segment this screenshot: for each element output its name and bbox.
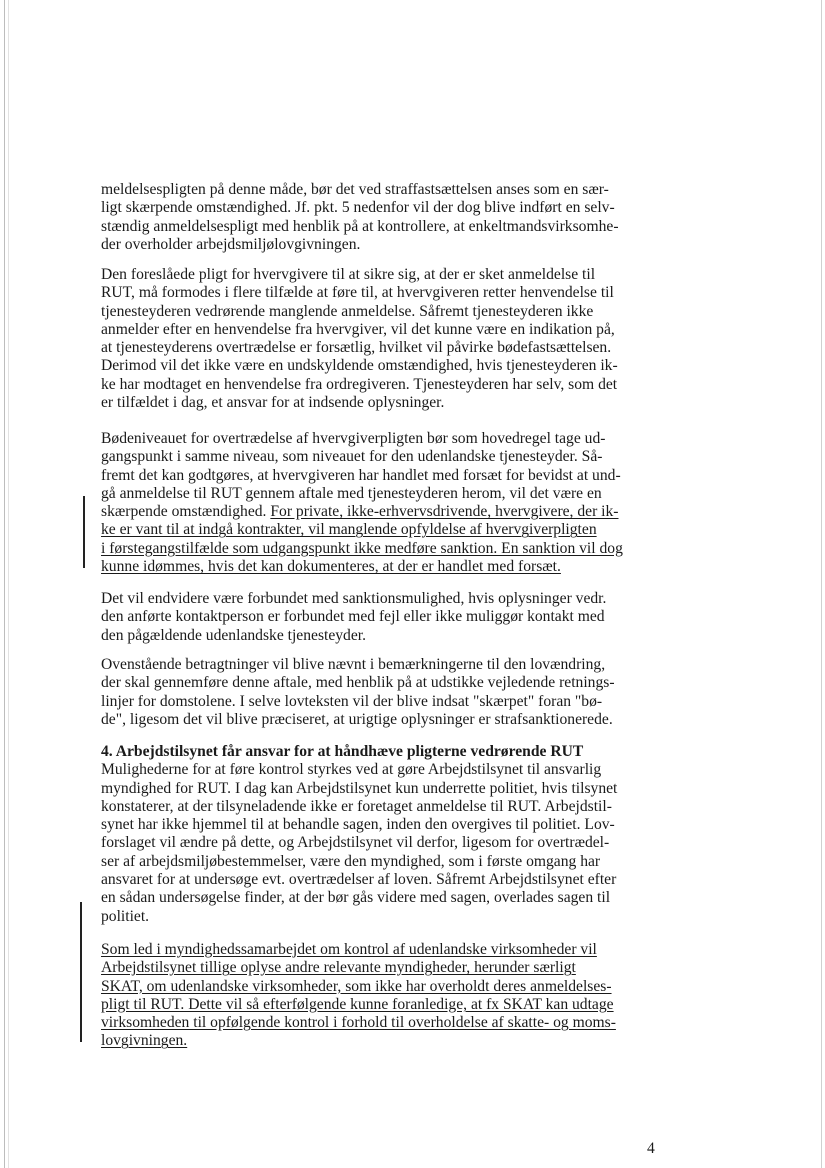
underlined-text-line: virksomheden til opfølgende kontrol i forhold til overholdelse af skatte- og moms- [101,1014,616,1032]
scan-edge-left [4,0,5,1168]
paragraph [101,430,621,576]
text-line: gå anmeldelse til RUT gennem aftale med tjenesteyderen herom, vil det være en [101,484,602,502]
text-line: linjer for domstolene. I selve lovteksten vil der blive indsat "skærpet" foran "bø- [101,692,603,710]
paragraph [101,181,621,254]
text-line: de", ligesom det vil blive præciseret, at urigtige oplysninger er strafsanktionerede. [101,710,613,728]
text-line: politiet. [101,907,150,925]
section-4 [101,743,621,926]
paragraph [101,590,621,645]
text-line: tjenesteyderen vedrørende manglende anmeldelse. Såfremt tjenesteyderen ikke [101,302,594,320]
underlined-text-line: lovgivningen. [101,1032,188,1050]
page-number: 4 [647,1140,655,1157]
paragraph [101,656,621,729]
text-line: anmelder efter en henvendelse fra hvervgiver, vil det kunne være en indikation på, [101,320,615,338]
text-segment: skærpende omstændighed. [101,503,271,521]
text-line: der skal gennemføre denne aftale, med henblik på at udstikke vejledende retnings- [101,674,615,692]
scan-edge-shadow [8,0,9,1168]
text-line: Mulighederne for at føre kontrol styrkes ved at gøre Arbejdstilsynet til ansvarlig [101,761,602,779]
underlined-text-line: Arbejdstilsynet tillige oplyse andre relevante myndigheder, herunder særligt [101,959,576,977]
text-line: Det vil endvidere være forbundet med sanktionsmulighed, hvis oplysninger vedr. [101,590,607,607]
text-line: konstaterer, at der tilsyneladende ikke er foretaget anmeldelse til RUT. Arbejdstil- [101,797,612,815]
underlined-text-line: SKAT, om udenlandske virksomheder, som ikke har overholdt deres anmeldelses- [101,977,612,995]
section-heading: 4. Arbejdstilsynet får ansvar for at håndhæve pligterne vedrørende RUT [101,743,584,760]
text-line: Den foreslåede pligt for hvervgivere til at sikre sig, at der er sket anmeldelse til [101,266,596,283]
text-line: Bødeniveauet for overtrædelse af hvervgiverpligten bør som hovedregel tage ud- [101,430,606,447]
text-line: forslaget vil ændre på dette, og Arbejdstilsynet vil derfor, ligesom for overtrædel- [101,834,610,852]
text-line: ke har modtaget en henvendelse fra ordregiveren. Tjenesteyderen har selv, som det [101,375,618,393]
text-line: der overholder arbejdsmiljølovgivningen. [101,235,361,253]
text-line-mixed [101,503,621,521]
underlined-text-segment: For private, ikke-erhvervsdrivende, hvervgivere, der ik- [270,503,619,521]
underlined-text-line: ke er vant til at indgå kontrakter, vil manglende opfyldelse af hvervgiverpligten [101,521,597,539]
text-line: myndighed for RUT. I dag kan Arbejdstilsynet kun underrette politiet, hvis tilsynet [101,779,618,797]
paragraph-underlined [101,941,621,1051]
revision-bar [80,902,82,1042]
underlined-text-line: kunne idømmes, hvis det kan dokumenteres, at der er handlet med forsæt. [101,558,561,576]
text-line: at tjenesteyderens overtrædelse er forsætlig, hvilket vil påvirke bødefastsættelsen. [101,339,612,357]
text-line: er tilfældet i dag, et ansvar for at indsende oplysninger. [101,394,445,412]
text-line: gangspunkt i samme niveau, som niveauet for den udenlandske tjenesteyder. Så- [101,448,603,466]
text-line: en sådan undersøgelse finder, at der bør gås videre med sagen, overlades sagen til [101,889,611,907]
text-line: synet har ikke hjemmel til at behandle sagen, inden den overgives til politiet. Lov- [101,816,615,834]
text-line: meldelsespligten på denne måde, bør det ved straffastsættelsen anses som en sær- [101,181,609,198]
text-line: den pågældende udenlandske tjenesteyder. [101,626,367,644]
text-line: stændig anmeldelsespligt med henblik på at kontrollere, at enkeltmandsvirksomhe- [101,217,619,235]
scan-edge-right [821,0,822,1168]
text-line: ligt skærpende omstændighed. Jf. pkt. 5 nedenfor vil der dog blive indført en selv- [101,199,615,217]
underlined-text-line: pligt til RUT. Dette vil så efterfølgende kunne foranledige, at fx SKAT kan udtage [101,995,614,1013]
underlined-text-line: i førstegangstilfælde som udgangspunkt ikke medføre sanktion. En sanktion vil dog [101,539,623,557]
revision-bar [83,496,85,568]
underlined-text-line: Som led i myndighedssamarbejdet om kontrol af udenlandske virksomheder vil [101,941,597,958]
text-line: Ovenstående betragtninger vil blive nævnt i bemærkningerne til den lovændring, [101,656,606,673]
text-line: fremt det kan godtgøres, at hvervgiveren har handlet med forsæt for bevidst at und- [101,466,621,484]
paragraph [101,266,621,412]
text-line: ansvaret for at undersøge evt. overtrædelser af loven. Såfremt Arbejdstilsynet efter [101,871,617,889]
text-line: ser af arbejdsmiljøbestemmelser, være den myndighed, som i første omgang har [101,852,601,870]
text-line: Derimod vil det ikke være en undskyldende omstændighed, hvis tjenesteyderen ik- [101,357,618,375]
text-line: den anførte kontaktperson er forbundet med fejl eller ikke muliggør kontakt med [101,608,605,626]
text-line: RUT, må formodes i flere tilfælde at føre til, at hvervgiveren retter henvendelse til [101,284,614,302]
